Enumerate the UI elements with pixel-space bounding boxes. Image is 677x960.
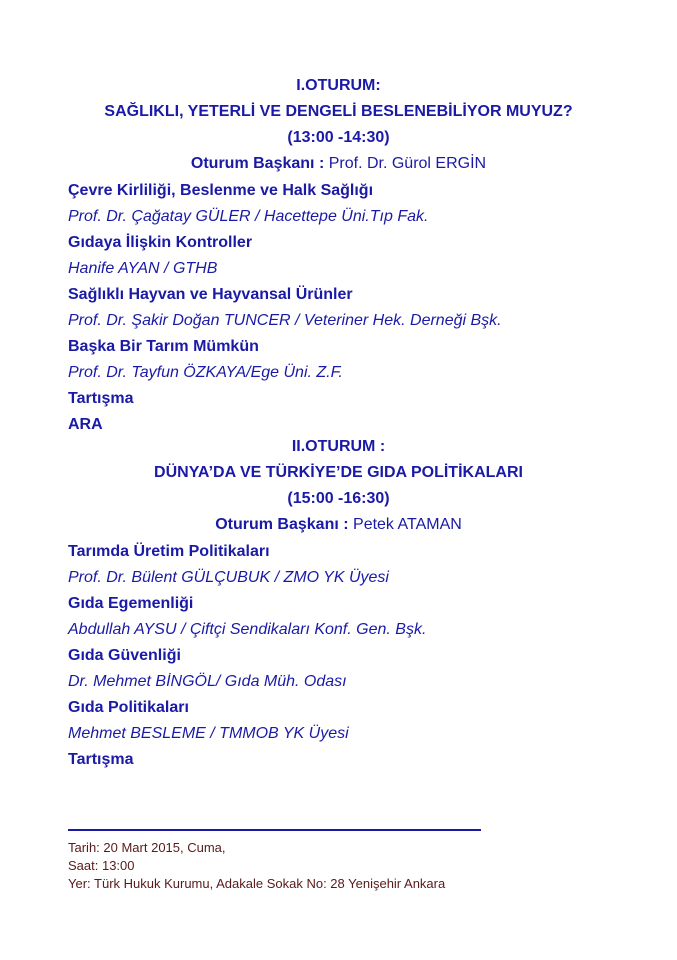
session2-chair-label: Oturum Başkanı : — [215, 516, 354, 533]
session1-talk1-speaker: Prof. Dr. Çağatay GÜLER / Hacettepe Üni.Tıp Fak. — [68, 208, 429, 225]
session2-talk2-topic: Gıda Egemenliği — [68, 595, 194, 612]
session2-talk3-speaker: Dr. Mehmet BİNGÖL/ Gıda Müh. Odası — [68, 673, 347, 690]
session2-talk1-speaker: Prof. Dr. Bülent GÜLÇUBUK / ZMO YK Üyesi — [68, 569, 389, 586]
footer-time: Saat: 13:00 — [68, 858, 135, 873]
break-label: ARA — [68, 416, 103, 433]
session2-talk2-speaker: Abdullah AYSU / Çiftçi Sendikaları Konf. Gen. Bşk. — [68, 621, 427, 638]
session2-title: II.OTURUM : — [291, 438, 386, 455]
session1-discussion: Tartışma — [68, 390, 134, 407]
session2-discussion: Tartışma — [68, 751, 134, 768]
session2-subtitle: DÜNYA’DA VE TÜRKİYE’DE GIDA POLİTİKALARI — [154, 464, 523, 481]
session1-talk1-topic: Çevre Kirliliği, Beslenme ve Halk Sağlığı — [68, 182, 374, 199]
session2-talk1-topic: Tarımda Üretim Politikaları — [68, 543, 270, 560]
footer-date: Tarih: 20 Mart 2015, Cuma, — [68, 840, 226, 855]
session2-talk4-speaker: Mehmet BESLEME / TMMOB YK Üyesi — [68, 725, 349, 742]
session2-chair-name: Petek ATAMAN — [353, 516, 462, 533]
session1-talk3-speaker: Prof. Dr. Şakir Doğan TUNCER / Veteriner Hek. Derneği Bşk. — [68, 312, 502, 329]
session1-talk2-speaker: Hanife AYAN / GTHB — [68, 260, 218, 277]
session2-talk3-topic: Gıda Güvenliği — [68, 647, 181, 664]
session1-title: I.OTURUM: — [296, 77, 381, 94]
session2-talk4-topic: Gıda Politikaları — [68, 699, 189, 716]
session1-chair — [40, 154, 637, 174]
footer-divider — [68, 829, 481, 831]
session1-talk4-topic: Başka Bir Tarım Mümkün — [68, 338, 259, 355]
session1-talk2-topic: Gıdaya İlişkin Kontroller — [68, 234, 253, 251]
session1-talk3-topic: Sağlıklı Hayvan ve Hayvansal Ürünler — [68, 286, 353, 303]
session1-talk4-speaker: Prof. Dr. Tayfun ÖZKAYA/Ege Üni. Z.F. — [68, 364, 343, 381]
session1-chair-label: Oturum Başkanı : — [190, 155, 329, 172]
session2-chair — [40, 515, 637, 535]
footer-venue: Yer: Türk Hukuk Kurumu, Adakale Sokak No: 28 Yenişehir Ankara — [68, 876, 446, 891]
session1-time: (13:00 -14:30) — [287, 129, 390, 146]
session2-time: (15:00 -16:30) — [287, 490, 390, 507]
session1-chair-name: Prof. Dr. Gürol ERGİN — [328, 155, 487, 172]
session1-subtitle: SAĞLIKLI, YETERLİ VE DENGELİ BESLENEBİLİYOR MUYUZ? — [104, 103, 573, 120]
